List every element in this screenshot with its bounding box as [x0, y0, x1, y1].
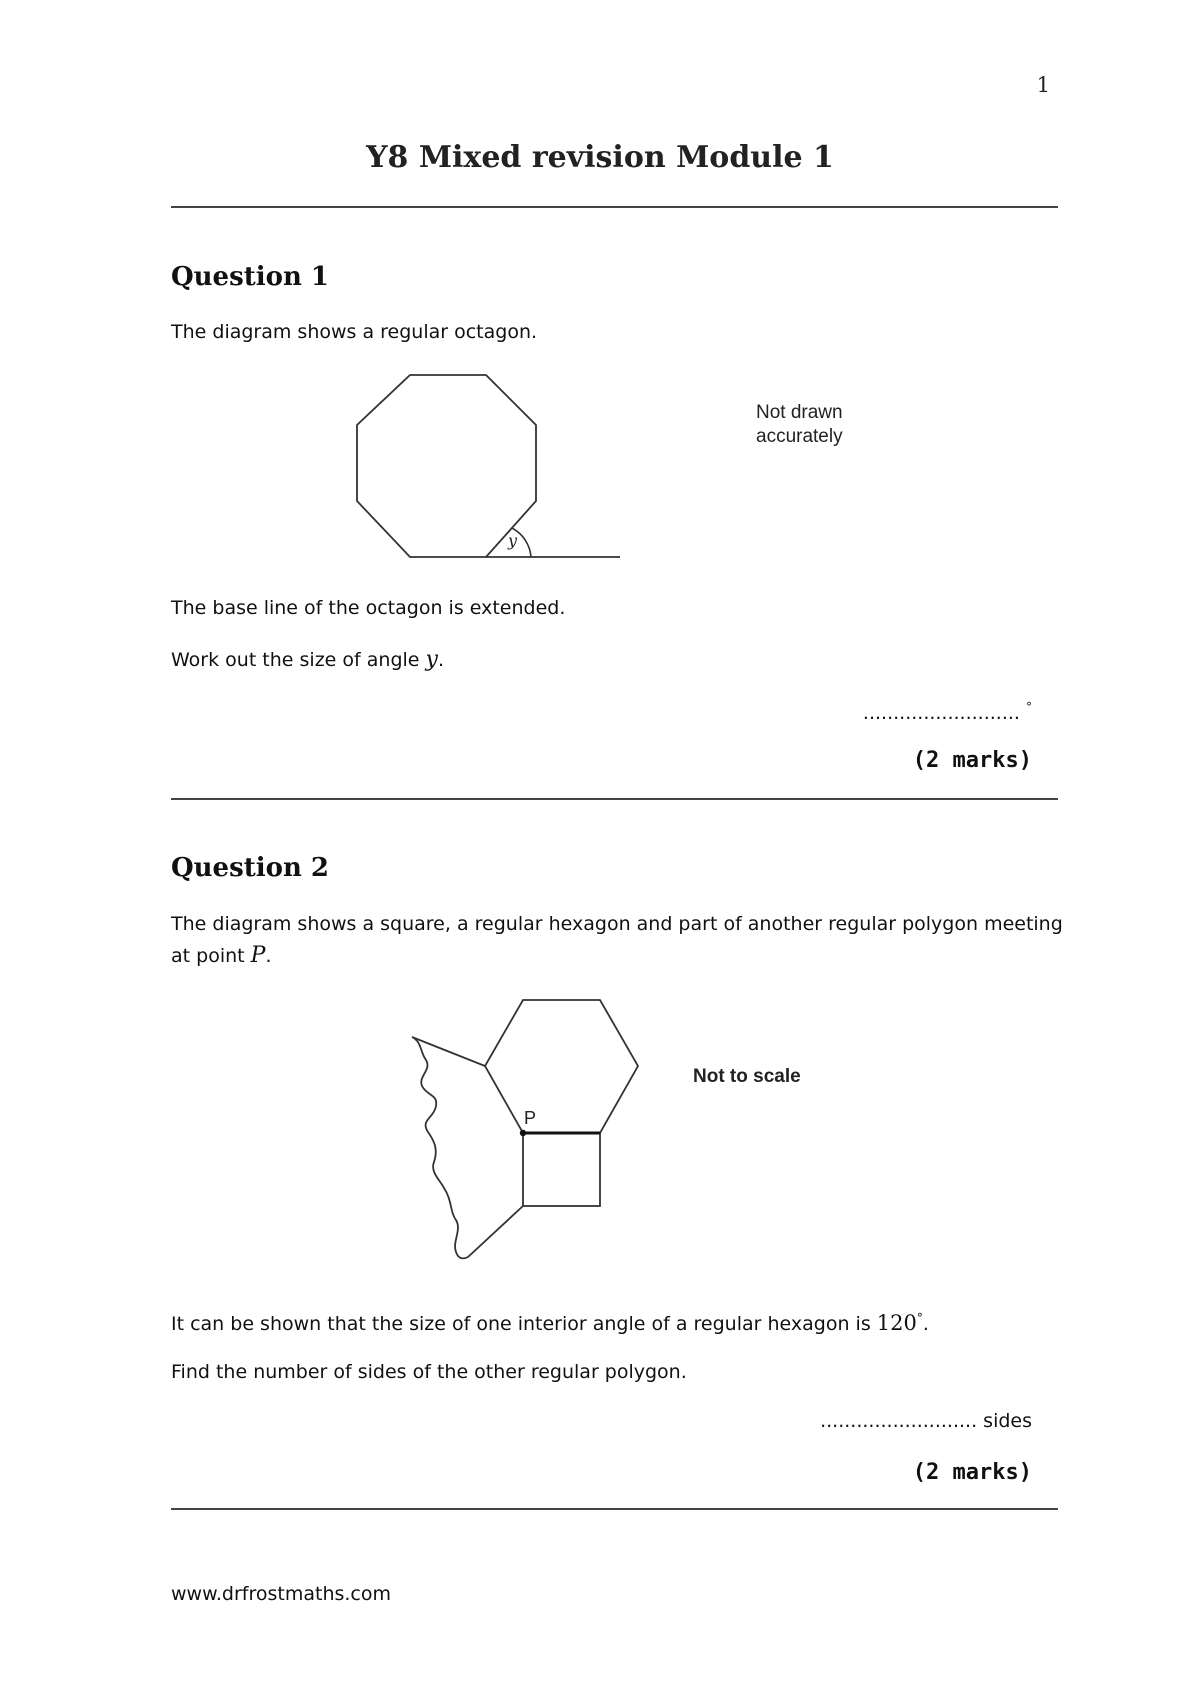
note-line-1: Not drawn: [756, 402, 843, 423]
question-2-divider: [171, 1508, 1058, 1510]
intro-line-2-text: at point: [171, 945, 245, 967]
intro-line-1: The diagram shows a square, a regular hexagon and part of another regular polygon meeting: [171, 913, 1063, 935]
not-drawn-accurately-note: [756, 401, 843, 449]
title-divider: [171, 206, 1058, 208]
point-p-marker: [520, 1130, 526, 1136]
question-2-marks: (2 marks): [912, 1460, 1032, 1485]
page-title: Y8 Mixed revision Module 1: [366, 140, 834, 175]
square: [523, 1133, 600, 1206]
question-1-divider: [171, 798, 1058, 800]
question-2-answer-line[interactable]: [820, 1410, 1032, 1432]
polygons-diagram: [400, 990, 660, 1270]
polygon-edge-upper: [412, 1037, 485, 1066]
intro-line-2: at point P.: [171, 943, 272, 968]
page-number: 1: [1036, 73, 1050, 97]
question-2-angle-text: It can be shown that the size of one interior angle of a regular hexagon is 120°.: [171, 1311, 929, 1335]
regular-octagon: [357, 375, 536, 557]
polygon-edge-lower: [468, 1206, 523, 1257]
question-1-marks: (2 marks): [912, 748, 1032, 773]
instruction-text: Work out the size of angle: [171, 649, 420, 671]
answer-dots: ..........................: [862, 702, 1020, 724]
question-2-heading: Question 2: [171, 853, 330, 883]
question-1-instruction: Work out the size of angle y.: [171, 647, 445, 672]
not-to-scale-note: Not to scale: [693, 1066, 801, 1087]
torn-edge: [412, 1037, 468, 1258]
question-2-intro: [171, 908, 1063, 972]
footer-url[interactable]: www.drfrostmaths.com: [171, 1583, 392, 1605]
angle-y-label: y: [508, 531, 518, 550]
angle-statement: It can be shown that the size of one interior angle of a regular hexagon is: [171, 1313, 871, 1335]
question-1-answer-line[interactable]: [863, 700, 1032, 724]
point-p-label: P: [524, 1108, 537, 1128]
variable-p: P: [250, 943, 266, 968]
answer-unit-sides: sides: [983, 1410, 1032, 1432]
note-line-2: accurately: [756, 426, 843, 447]
question-1-heading: Question 1: [171, 262, 330, 292]
angle-value: 120: [876, 1311, 917, 1335]
octagon-diagram: [340, 368, 640, 568]
question-1-intro: The diagram shows a regular octagon.: [171, 321, 538, 343]
answer-dots: ..........................: [820, 1410, 978, 1432]
question-2-instruction: Find the number of sides of the other regular polygon.: [171, 1361, 687, 1383]
question-1-base-line-text: The base line of the octagon is extended.: [171, 597, 566, 619]
degree-unit: °: [1026, 700, 1032, 714]
regular-hexagon: [485, 1000, 638, 1133]
angle-degree: °: [916, 1311, 923, 1325]
variable-y: y: [425, 647, 438, 672]
